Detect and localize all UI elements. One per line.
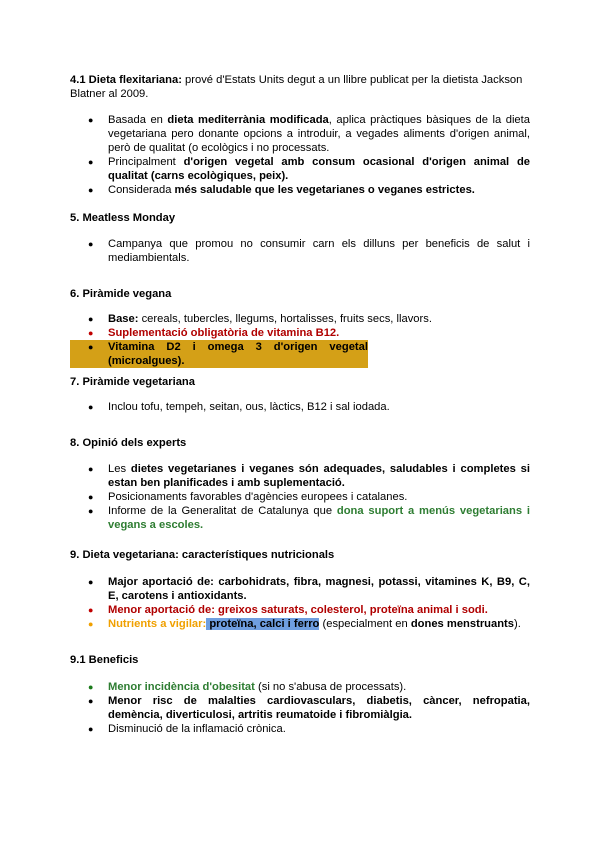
list-item: ● Menor risc de malalties cardiovasculars, diabetis, càncer, nefropatia, demència, diverticulosi, artritis reumatoide i fibromiàlgia. bbox=[70, 694, 530, 722]
list-item: ● Les dietes vegetarianes i veganes són adequades, saludables i completes si estan ben planificades i amb suplementació. bbox=[70, 462, 530, 490]
list-item: ● Menor aportació de: greixos saturats, colesterol, proteïna animal i sodi. bbox=[70, 603, 530, 617]
section-heading: 8. Opinió dels experts bbox=[70, 437, 187, 449]
vegetarian-list bbox=[70, 400, 530, 414]
section-heading: 5. Meatless Monday bbox=[70, 212, 176, 224]
list-item: ● Principalment d'origen vegetal amb consum ocasional d'origen animal de qualitat (carns ecològiques, peix). bbox=[70, 155, 530, 183]
flexitarian-title: 4.1 Dieta flexitariana: bbox=[70, 74, 182, 86]
section-heading: 7. Piràmide vegetariana bbox=[70, 376, 195, 388]
list-item: ● Suplementació obligatòria de vitamina B12. bbox=[70, 326, 530, 340]
section-meatless-monday bbox=[70, 211, 530, 265]
nutritional-list bbox=[70, 575, 530, 631]
list-item: ● Informe de la Generalitat de Catalunya que dona suport a menús vegetarians i vegans a escoles. bbox=[70, 504, 530, 532]
section-nutritional bbox=[70, 548, 530, 631]
list-item: ● Posicionaments favorables d'agències europees i catalanes. bbox=[70, 490, 530, 504]
list-item: ● Basada en dieta mediterrània modificada, aplica pràctiques bàsiques de la dieta vegetariana pero donante opcions a introduir, a vegades aliments d'origen animal, però de qualitat (o ecològics i no processats. bbox=[70, 113, 530, 155]
flexitarian-intro: 4.1 Dieta flexitariana: prové d'Estats Units degut a un llibre publicat per la dietista Jackson Blatner al 2009. bbox=[70, 74, 523, 100]
flexitarian-list bbox=[70, 113, 530, 197]
list-item: ● Major aportació de: carbohidrats, fibra, magnesi, potassi, vitamines K, B9, C, E, carotens i antioxidants. bbox=[70, 575, 530, 603]
section-vegan-pyramid bbox=[70, 287, 530, 368]
experts-list bbox=[70, 462, 530, 532]
section-flexitarian bbox=[70, 73, 530, 197]
list-item: ● Inclou tofu, tempeh, seitan, ous, làctics, B12 i sal iodada. bbox=[70, 400, 530, 414]
list-item: ● Vitamina D2 i omega 3 d'origen vegetal (microalgues). bbox=[70, 340, 368, 368]
section-heading: 6. Piràmide vegana bbox=[70, 288, 172, 300]
list-item: ● Considerada més saludable que les vegetarianes o veganes estrictes. bbox=[70, 183, 530, 197]
list-item: ● Menor incidència d'obesitat (si no s'abusa de processats). bbox=[70, 680, 530, 694]
section-benefits bbox=[70, 653, 530, 736]
benefits-list bbox=[70, 680, 530, 736]
list-item: ● Disminució de la inflamació crònica. bbox=[70, 722, 530, 736]
section-heading: 9. Dieta vegetariana: característiques nutricionals bbox=[70, 549, 335, 561]
section-experts bbox=[70, 436, 530, 532]
list-item: ● Base: cereals, tubercles, llegums, hortalisses, fruits secs, llavors. bbox=[70, 312, 530, 326]
meatless-list bbox=[70, 237, 530, 265]
list-item: ● Nutrients a vigilar: proteïna, calci i ferro (especialment en dones menstruants). bbox=[70, 617, 530, 631]
section-heading: 9.1 Beneficis bbox=[70, 654, 139, 666]
vegan-list bbox=[70, 312, 530, 368]
section-vegetarian-pyramid bbox=[70, 375, 530, 414]
list-item: ● Campanya que promou no consumir carn els dilluns per beneficis de salut i mediambientals. bbox=[70, 237, 530, 265]
